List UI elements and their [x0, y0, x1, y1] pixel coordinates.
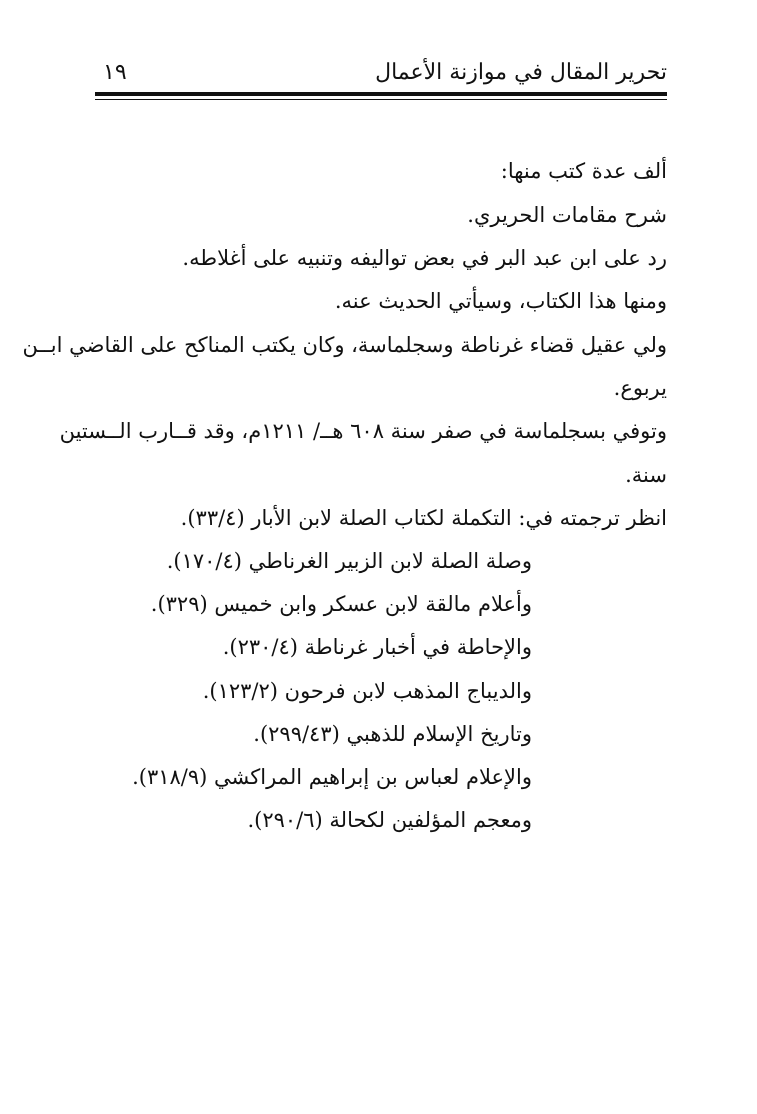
text-line: سنة. [625, 463, 667, 487]
page-number: ١٩ [103, 60, 127, 85]
text-line: يربوع. [613, 376, 667, 400]
text-line: ولي عقيل قضاء غرناطة وسجلماسة، وكان يكتب المناكح على القاضي ابــن [22, 333, 667, 357]
book-title: تحرير المقال في موازنة الأعمال [375, 60, 667, 85]
reference-item: وصلة الصلة لابن الزبير الغرناطي (١٧٠/٤). [166, 549, 532, 573]
reference-item: والإحاطة في أخبار غرناطة (٢٣٠/٤). [222, 635, 532, 659]
reference-item: وتاريخ الإسلام للذهبي (٢٩٩/٤٣). [253, 722, 532, 746]
text-line: شرح مقامات الحريري. [467, 203, 667, 227]
reference-item: والإعلام لعباس بن إبراهيم المراكشي (٣١٨/٩). [132, 765, 532, 789]
reference-intro: انظر ترجمته في: التكملة لكتاب الصلة لابن الأبار (٣٣/٤). [180, 506, 667, 530]
reference-item: وأعلام مالقة لابن عسكر وابن خميس (٣٢٩). [150, 592, 532, 616]
reference-item: والديباج المذهب لابن فرحون (١٢٣/٢). [202, 679, 532, 703]
text-line: ألف عدة كتب منها: [500, 159, 667, 183]
text-line: وتوفي بسجلماسة في صفر سنة ٦٠٨ هــ/ ١٢١١م، وقد قــارب الــستين [59, 419, 667, 443]
reference-item: ومعجم المؤلفين لكحالة (٢٩٠/٦). [247, 808, 532, 832]
header-rule-thin [95, 99, 667, 100]
running-header [95, 58, 667, 88]
text-line: ومنها هذا الكتاب، وسيأتي الحديث عنه. [334, 289, 667, 313]
text-line: رد على ابن عبد البر في بعض تواليفه وتنبيه على أغلاطه. [182, 246, 667, 270]
header-rule-thick [95, 92, 667, 96]
